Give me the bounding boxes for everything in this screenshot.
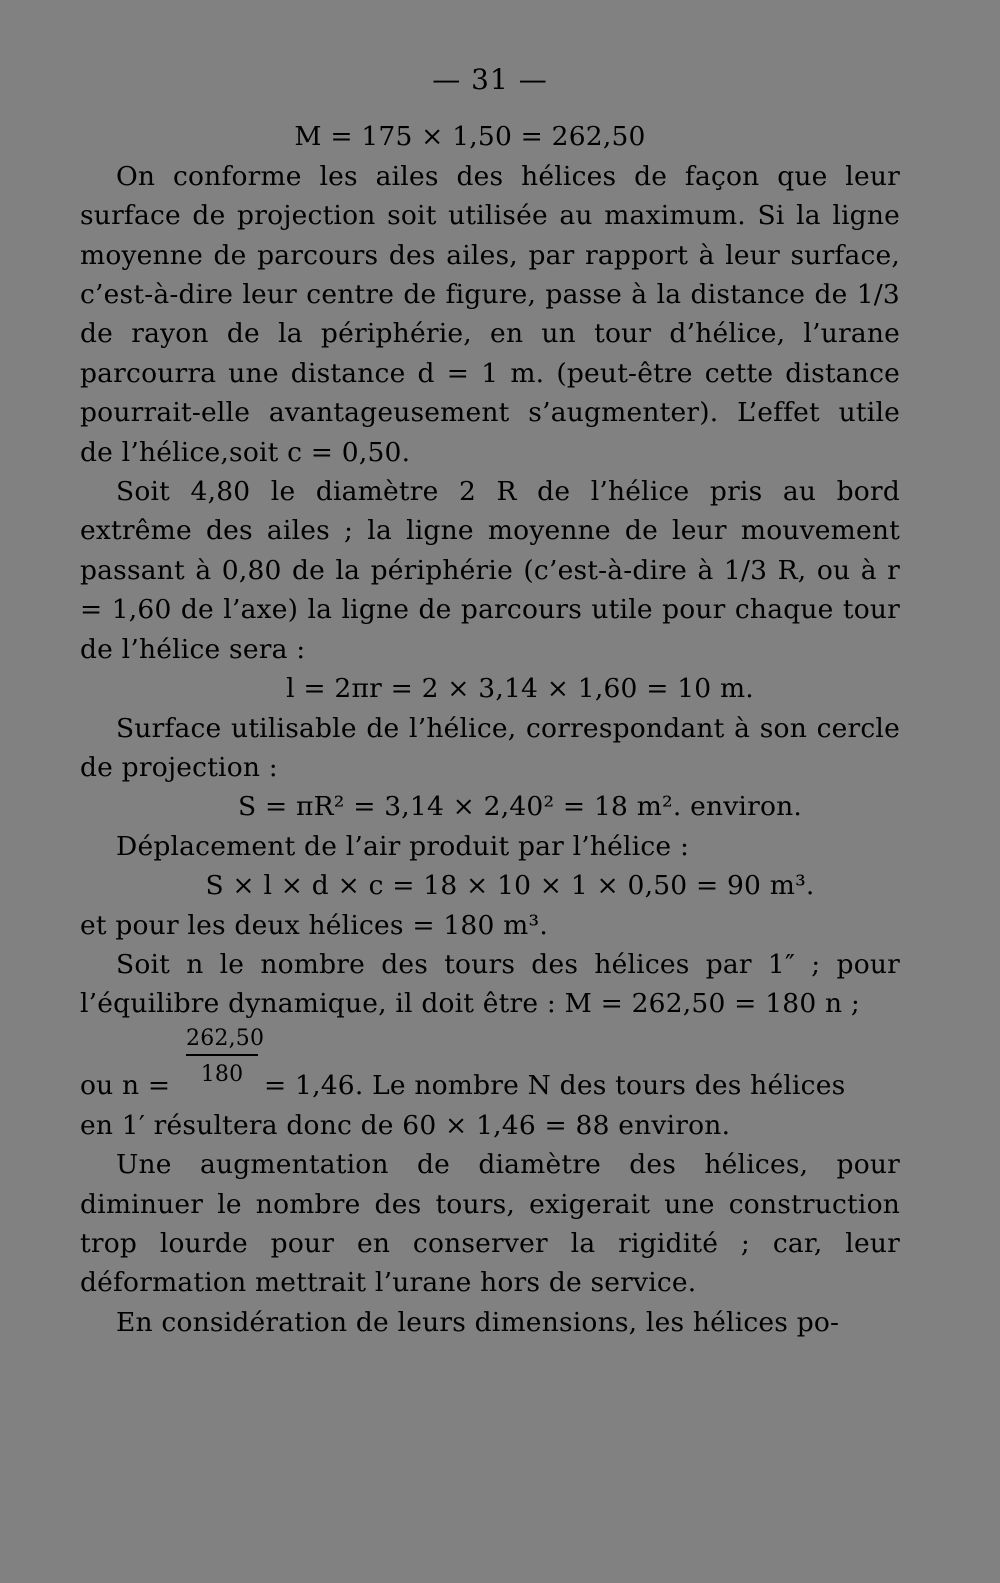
paragraph-propeller-wings: On conforme les ailes des hélices de façon que leur surface de projection soit utilisée au maximum. Si la ligne moyenne de parcours des ailes, par rapport à leur surface, c’est-à-dire leur centre de figure, passe à la distance de 1/3 de rayon de la périphérie, en un tour d’hélice, l’urane parcourra une distance d = 1 m. (peut-être cette distance pourrait-elle avantageusement s’augmenter). L’effet utile de l’hélice,soit c = 0,50. <box>80 160 900 468</box>
paragraph-turns: Soit n le nombre des tours des hélices par 1″ ; pour l’équilibre dynamique, il doit être : M = 262,50 = 180 n ; <box>80 948 900 1020</box>
fraction-line <box>80 1024 900 1106</box>
page-number: — 31 — <box>432 63 548 96</box>
equation-displacement: S × l × d × c = 18 × 10 × 1 × 0,50 = 90 m³. <box>205 870 815 902</box>
equation-s: S = πR² = 3,14 × 2,40² = 18 m². environ. <box>237 791 803 823</box>
paragraph-air-displacement: Déplacement de l’air produit par l’hélice : <box>116 830 690 862</box>
fraction-tail: = 1,46. Le nombre N des tours des hélices <box>264 1069 846 1101</box>
paragraph-result: en 1′ résultera donc de 60 × 1,46 = 88 environ. <box>80 1109 731 1141</box>
equation-l: l = 2πr = 2 × 3,14 × 1,60 = 10 m. <box>286 673 754 705</box>
fraction-numerator: 262,50 <box>186 1024 258 1056</box>
fraction-denominator: 180 <box>200 1061 244 1087</box>
fraction-lead: ou n = <box>80 1069 171 1101</box>
paragraph-dimensions: En considération de leurs dimensions, les hélices po- <box>116 1306 840 1338</box>
paragraph-two-propellers: et pour les deux hélices = 180 m³. <box>80 909 548 941</box>
paragraph-surface: Surface utilisable de l’hélice, correspondant à son cercle de projection : <box>80 712 900 783</box>
paragraph-diameter-increase: Une augmentation de diamètre des hélices, pour diminuer le nombre des tours, exigerait une construction trop lourde pour en conserver la rigidité ; car, leur déformation mettrait l’urane hors de service. <box>80 1149 900 1299</box>
book-page <box>80 60 900 1342</box>
equation-m: M = 175 × 1,50 = 262,50 <box>294 121 646 153</box>
paragraph-diameter: Soit 4,80 le diamètre 2 R de l’hélice pris au bord extrême des ailes ; la ligne moyenne de leur mouvement passant à 0,80 de la périphérie (c’est-à-dire à 1/3 R, ou à r = 1,60 de l’axe) la ligne de parcours utile pour chaque tour de l’hélice sera : <box>80 476 900 665</box>
fraction <box>186 1024 265 1090</box>
